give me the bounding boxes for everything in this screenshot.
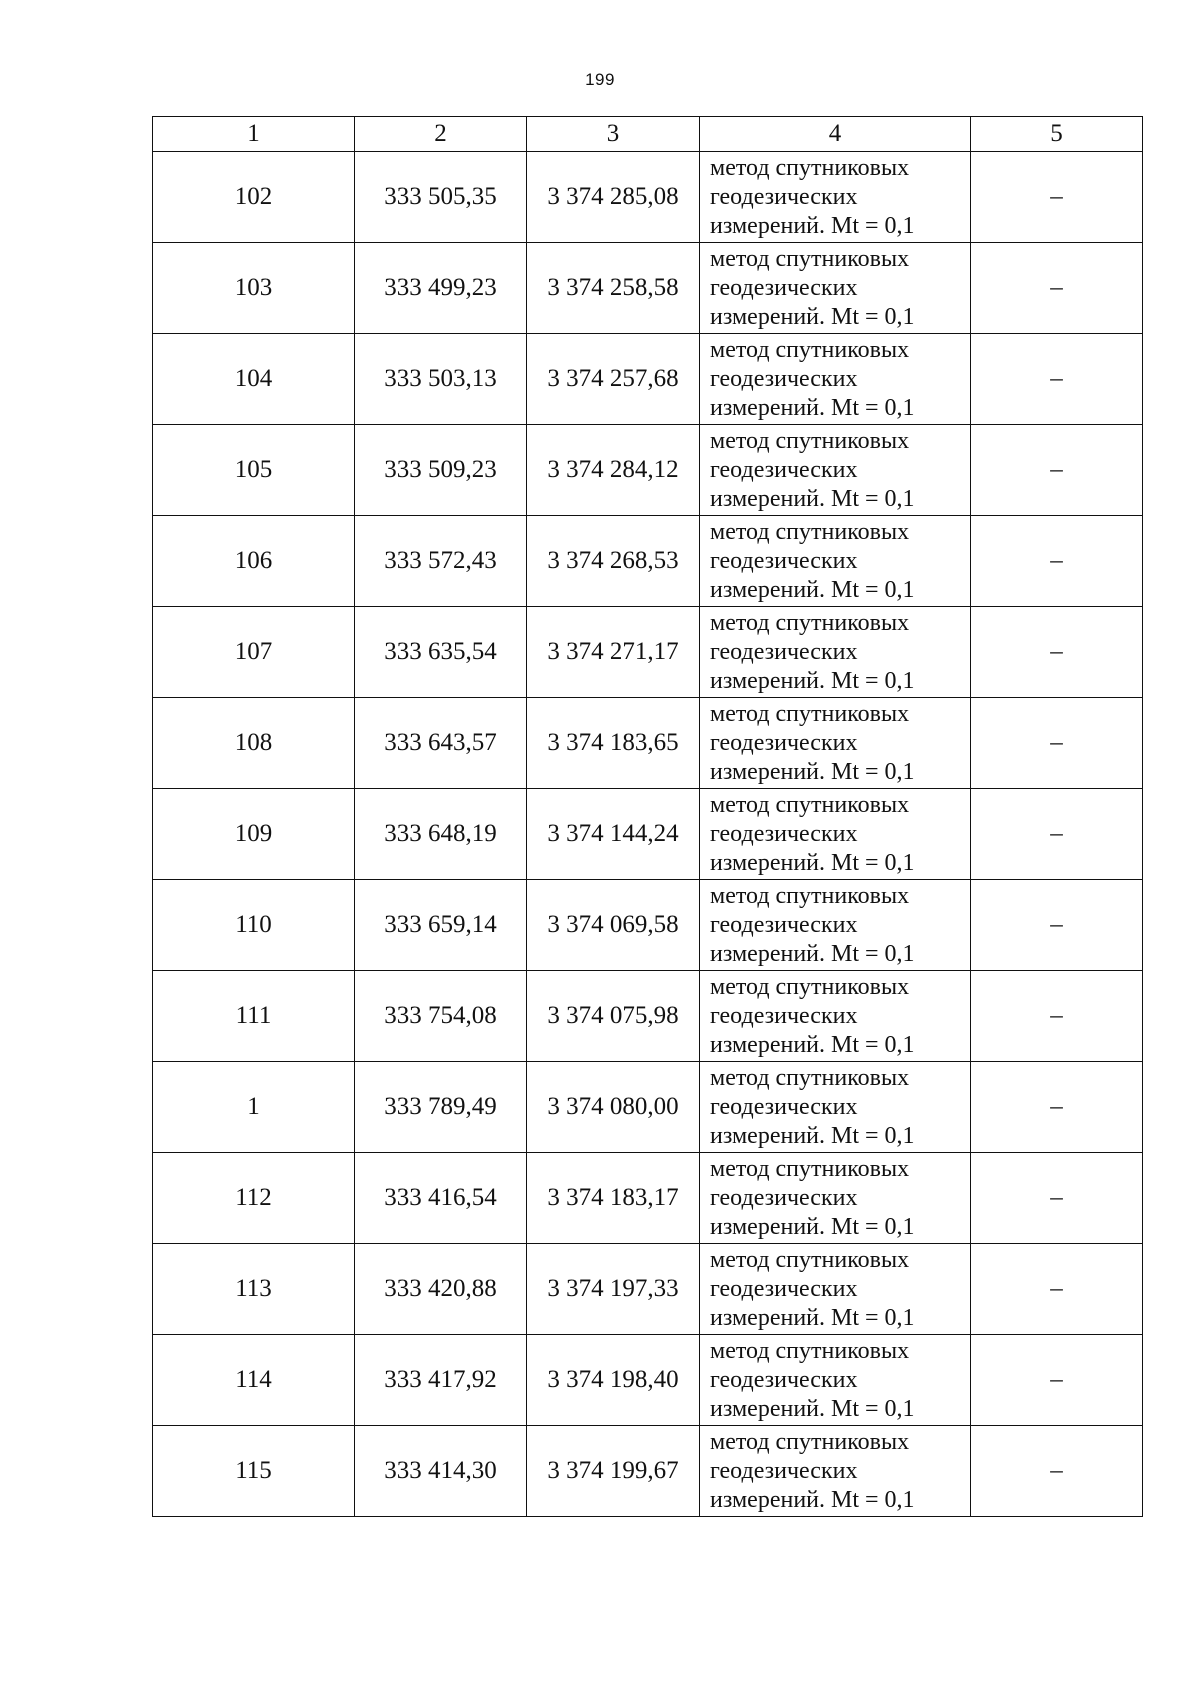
table-row <box>153 1062 1143 1153</box>
note-cell: – <box>971 971 1143 1062</box>
note-cell: – <box>971 607 1143 698</box>
x-coordinate-cell: 333 420,88 <box>355 1244 527 1335</box>
method-line: измерений. Mt = 0,1 <box>710 1213 915 1240</box>
point-number-cell: 112 <box>153 1153 355 1244</box>
y-coordinate-cell: 3 374 075,98 <box>527 971 700 1062</box>
coordinates-table <box>152 116 1143 1517</box>
point-number-cell: 102 <box>153 152 355 243</box>
method-line: метод спутниковых <box>710 1428 910 1455</box>
point-number-cell: 111 <box>153 971 355 1062</box>
table-row <box>153 607 1143 698</box>
y-coordinate-cell: 3 374 284,12 <box>527 425 700 516</box>
y-coordinate-cell: 3 374 199,67 <box>527 1426 700 1517</box>
x-coordinate-cell: 333 414,30 <box>355 1426 527 1517</box>
method-cell <box>700 425 971 516</box>
method-line: метод спутниковых <box>710 1246 910 1273</box>
point-number-cell: 107 <box>153 607 355 698</box>
y-coordinate-cell: 3 374 183,17 <box>527 1153 700 1244</box>
method-line: геодезических <box>710 1093 858 1120</box>
x-coordinate-cell: 333 572,43 <box>355 516 527 607</box>
method-line: метод спутниковых <box>710 609 910 636</box>
point-number-cell: 1 <box>153 1062 355 1153</box>
table-row <box>153 243 1143 334</box>
note-cell: – <box>971 243 1143 334</box>
table-row <box>153 880 1143 971</box>
point-number-cell: 106 <box>153 516 355 607</box>
method-line: измерений. Mt = 0,1 <box>710 667 915 694</box>
method-line: метод спутниковых <box>710 882 910 909</box>
method-cell <box>700 1335 971 1426</box>
method-line: метод спутниковых <box>710 336 910 363</box>
table-row <box>153 789 1143 880</box>
y-coordinate-cell: 3 374 183,65 <box>527 698 700 789</box>
method-line: метод спутниковых <box>710 245 910 272</box>
note-cell: – <box>971 789 1143 880</box>
method-line: измерений. Mt = 0,1 <box>710 1486 915 1513</box>
method-line: метод спутниковых <box>710 154 910 181</box>
method-line: измерений. Mt = 0,1 <box>710 849 915 876</box>
method-cell <box>700 516 971 607</box>
method-line: метод спутниковых <box>710 1064 910 1091</box>
method-line: метод спутниковых <box>710 1155 910 1182</box>
method-cell <box>700 243 971 334</box>
method-line: метод спутниковых <box>710 973 910 1000</box>
method-line: геодезических <box>710 1002 858 1029</box>
table-row <box>153 1335 1143 1426</box>
method-cell <box>700 971 971 1062</box>
y-coordinate-cell: 3 374 069,58 <box>527 880 700 971</box>
note-cell: – <box>971 1426 1143 1517</box>
header-col-4: 4 <box>700 117 971 152</box>
header-row <box>153 117 1143 152</box>
method-cell <box>700 1153 971 1244</box>
point-number-cell: 104 <box>153 334 355 425</box>
table-row <box>153 1426 1143 1517</box>
table-header <box>153 117 1143 152</box>
method-line: измерений. Mt = 0,1 <box>710 212 915 239</box>
x-coordinate-cell: 333 503,13 <box>355 334 527 425</box>
method-line: геодезических <box>710 183 858 210</box>
table-row <box>153 1153 1143 1244</box>
method-cell <box>700 880 971 971</box>
method-cell <box>700 334 971 425</box>
method-line: метод спутниковых <box>710 427 910 454</box>
y-coordinate-cell: 3 374 285,08 <box>527 152 700 243</box>
method-line: геодезических <box>710 820 858 847</box>
note-cell: – <box>971 1335 1143 1426</box>
point-number-cell: 114 <box>153 1335 355 1426</box>
method-cell <box>700 1062 971 1153</box>
header-col-2: 2 <box>355 117 527 152</box>
method-cell <box>700 607 971 698</box>
note-cell: – <box>971 1244 1143 1335</box>
method-line: метод спутниковых <box>710 518 910 545</box>
y-coordinate-cell: 3 374 268,53 <box>527 516 700 607</box>
x-coordinate-cell: 333 509,23 <box>355 425 527 516</box>
point-number-cell: 110 <box>153 880 355 971</box>
method-line: геодезических <box>710 1457 858 1484</box>
method-line: измерений. Mt = 0,1 <box>710 485 915 512</box>
table-row <box>153 1244 1143 1335</box>
y-coordinate-cell: 3 374 144,24 <box>527 789 700 880</box>
y-coordinate-cell: 3 374 257,68 <box>527 334 700 425</box>
method-cell <box>700 152 971 243</box>
point-number-cell: 115 <box>153 1426 355 1517</box>
point-number-cell: 108 <box>153 698 355 789</box>
header-col-3: 3 <box>527 117 700 152</box>
method-line: измерений. Mt = 0,1 <box>710 1304 915 1331</box>
method-line: измерений. Mt = 0,1 <box>710 1031 915 1058</box>
method-cell <box>700 789 971 880</box>
table-row <box>153 334 1143 425</box>
note-cell: – <box>971 1062 1143 1153</box>
method-line: измерений. Mt = 0,1 <box>710 1122 915 1149</box>
note-cell: – <box>971 698 1143 789</box>
table-body <box>153 152 1143 1517</box>
method-line: геодезических <box>710 911 858 938</box>
note-cell: – <box>971 152 1143 243</box>
point-number-cell: 113 <box>153 1244 355 1335</box>
y-coordinate-cell: 3 374 258,58 <box>527 243 700 334</box>
note-cell: – <box>971 516 1143 607</box>
point-number-cell: 103 <box>153 243 355 334</box>
y-coordinate-cell: 3 374 197,33 <box>527 1244 700 1335</box>
table-row <box>153 152 1143 243</box>
point-number-cell: 109 <box>153 789 355 880</box>
method-line: метод спутниковых <box>710 1337 910 1364</box>
note-cell: – <box>971 334 1143 425</box>
table-row <box>153 971 1143 1062</box>
table-row <box>153 425 1143 516</box>
method-line: геодезических <box>710 365 858 392</box>
method-line: измерений. Mt = 0,1 <box>710 758 915 785</box>
method-cell <box>700 698 971 789</box>
method-line: измерений. Mt = 0,1 <box>710 940 915 967</box>
header-col-5: 5 <box>971 117 1143 152</box>
y-coordinate-cell: 3 374 271,17 <box>527 607 700 698</box>
method-line: геодезических <box>710 1366 858 1393</box>
method-line: метод спутниковых <box>710 700 910 727</box>
x-coordinate-cell: 333 635,54 <box>355 607 527 698</box>
x-coordinate-cell: 333 416,54 <box>355 1153 527 1244</box>
x-coordinate-cell: 333 643,57 <box>355 698 527 789</box>
table-row <box>153 516 1143 607</box>
method-line: геодезических <box>710 274 858 301</box>
point-number-cell: 105 <box>153 425 355 516</box>
x-coordinate-cell: 333 648,19 <box>355 789 527 880</box>
table-row <box>153 698 1143 789</box>
method-cell <box>700 1244 971 1335</box>
x-coordinate-cell: 333 659,14 <box>355 880 527 971</box>
y-coordinate-cell: 3 374 198,40 <box>527 1335 700 1426</box>
x-coordinate-cell: 333 505,35 <box>355 152 527 243</box>
method-line: метод спутниковых <box>710 791 910 818</box>
method-line: геодезических <box>710 1184 858 1211</box>
y-coordinate-cell: 3 374 080,00 <box>527 1062 700 1153</box>
x-coordinate-cell: 333 417,92 <box>355 1335 527 1426</box>
page-number: 199 <box>585 70 615 89</box>
note-cell: – <box>971 1153 1143 1244</box>
method-line: геодезических <box>710 638 858 665</box>
method-line: измерений. Mt = 0,1 <box>710 303 915 330</box>
header-col-1: 1 <box>153 117 355 152</box>
method-line: измерений. Mt = 0,1 <box>710 576 915 603</box>
method-cell <box>700 1426 971 1517</box>
method-line: измерений. Mt = 0,1 <box>710 394 915 421</box>
x-coordinate-cell: 333 499,23 <box>355 243 527 334</box>
x-coordinate-cell: 333 754,08 <box>355 971 527 1062</box>
x-coordinate-cell: 333 789,49 <box>355 1062 527 1153</box>
method-line: геодезических <box>710 547 858 574</box>
note-cell: – <box>971 425 1143 516</box>
note-cell: – <box>971 880 1143 971</box>
method-line: геодезических <box>710 1275 858 1302</box>
method-line: измерений. Mt = 0,1 <box>710 1395 915 1422</box>
method-line: геодезических <box>710 456 858 483</box>
method-line: геодезических <box>710 729 858 756</box>
